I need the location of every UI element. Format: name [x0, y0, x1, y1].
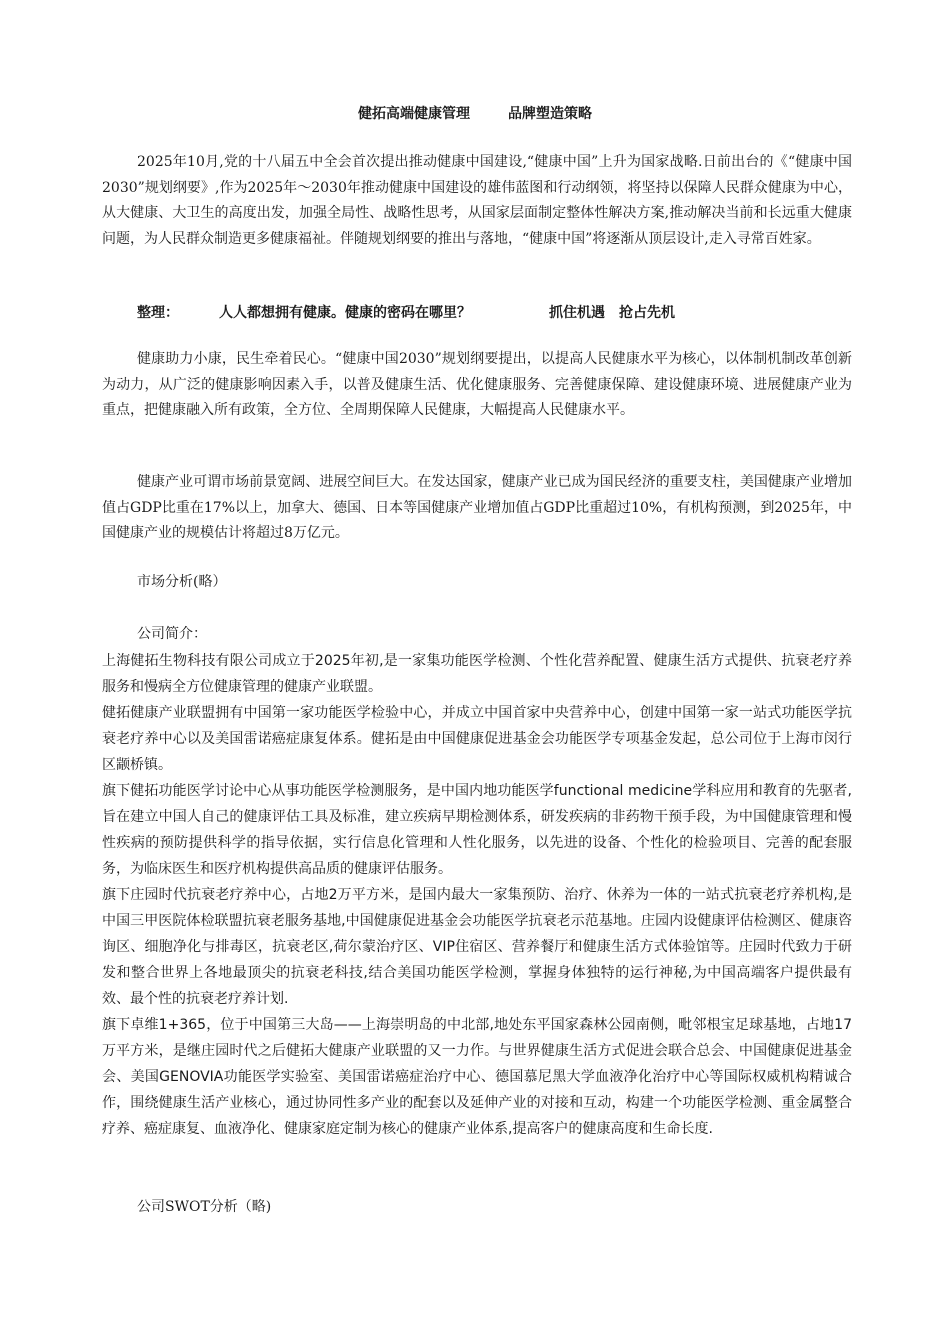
title-part-2: 品牌塑造策略 — [508, 106, 592, 122]
subhead-question: 人人都想拥有健康。健康的密码在哪里？ — [219, 305, 471, 321]
intro-paragraph-company: 上海健拓生物科技有限公司成立于2025年初,是一家集功能医学检测、个性化营养配置、健康生活方式提供、抗衰老疗养服务和慢病全方位健康管理的健康产业联盟。 — [102, 653, 852, 695]
paragraph-health-industry: 健康产业可谓市场前景宽阔、进展空间巨大。在发达国家，健康产业已成为国民经济的重要支柱，美国健康产业增加值占GDP比重在17%以上，加拿大、德国、日本等国健康产业增加值占GDP比重超过10%，有机构预测，到2025年，中国健康产业的规模估计将超过8万亿元。 — [102, 474, 852, 541]
title-part-1: 健拓高端健康管理 — [358, 106, 470, 122]
page-title — [0, 103, 950, 125]
subhead-slogan: 抓住机遇 抢占先机 — [549, 305, 675, 321]
section-subheading — [137, 302, 675, 324]
intro-paragraph-research-center: 旗下健拓功能医学讨论中心从事功能医学检测服务，是中国内地功能医学functional medicine学科应用和教育的先驱者,旨在建立中国人自己的健康评估工具及标准，建立疾病早期检测体系，研发疾病的非药物干预手段，为中国健康管理和慢性疾病的预防提供科学的指导依据，实行信息化管理和人性化服务，以先进的设备、个性化的检验项目、完善的配套服务，为临床医生和医疗机构提供高品质的健康评估服务。 — [102, 783, 852, 877]
intro-paragraph-block — [102, 150, 852, 252]
company-intro-body — [102, 648, 852, 1142]
paragraph-health-plan: 健康助力小康，民生牵着民心。“健康中国2030”规划纲要提出，以提高人民健康水平为核心，以体制机制改革创新为动力，从广泛的健康影响因素入手，以普及健康生活、优化健康服务、完善健康保障、建设健康环境、进展健康产业为重点，把健康融入所有政策，全方位、全周期保障人民健康，大幅提高人民健康水平。 — [102, 351, 852, 418]
intro-paragraph-manor-era: 旗下庄园时代抗衰老疗养中心，占地2万平方米，是国内最大一家集预防、治疗、休养为一体的一站式抗衰老疗养机构,是中国三甲医院体检联盟抗衰老服务基地,中国健康促进基金会功能医学抗衰老示范基地。庄园内设健康评估检测区、健康咨询区、细胞净化与排毒区，抗衰老区,荷尔蒙治疗区、VIP住宿区、营养餐厅和健康生活方式体验馆等。庄园时代致力于研发和整合世界上各地最顶尖的抗衰老科技,结合美国功能医学检测，掌握身体独特的运行神秘,为中国高端客户提供最有效、最个性的抗衰老疗养计划. — [102, 887, 852, 1007]
intro-paragraph-alliance: 健拓健康产业联盟拥有中国第一家功能医学检验中心，并成立中国首家中央营养中心，创建中国第一家一站式功能医学抗衰老疗养中心以及美国雷诺癌症康复体系。健拓是由中国健康促进基金会功能医学专项基金发起，总公司位于上海市闵行区颛桥镇。 — [102, 705, 852, 773]
paragraph-block-3 — [102, 470, 852, 547]
paragraph-healthy-china: 2025年10月,党的十八届五中全会首次提出推动健康中国建设,“健康中国”上升为国家战略.日前出台的《“健康中国2030”规划纲要》,作为2025年～2030年推动健康中国建设的雄伟蓝图和行动纲领，将坚持以保障人民群众健康为中心，从大健康、大卫生的高度出发，加强全局性、战略性思考，从国家层面制定整体性解决方案,推动解决当前和长远重大健康问题，为人民群众制造更多健康福祉。伴随规划纲要的推出与落地，“健康中国”将逐渐从顶层设计,走入寻常百姓家。 — [102, 154, 852, 247]
swot-analysis-label: 公司SWOT分析（略) — [137, 1199, 272, 1215]
paragraph-block-2 — [102, 347, 852, 424]
subhead-label: 整理： — [137, 305, 179, 321]
company-intro-label: 公司简介： — [137, 626, 207, 642]
intro-paragraph-zhuowei: 旗下卓维1+365，位于中国第三大岛——上海崇明岛的中北部,地处东平国家森林公园南侧，毗邻根宝足球基地，占地17万平方米，是继庄园时代之后健拓大健康产业联盟的又一力作。与世界健康生活方式促进会联合总会、中国健康促进基金会、美国GENOVIA功能医学实验室、美国雷诺癌症治疗中心、德国慕尼黑大学血液净化治疗中心等国际权威机构精诚合作，围绕健康生活产业核心，通过协同性多产业的配套以及延伸产业的对接和互动，构建一个功能医学检测、重金属整合疗养、癌症康复、血液净化、健康家庭定制为核心的健康产业体系,提高客户的健康高度和生命长度. — [102, 1017, 852, 1137]
market-analysis-label: 市场分析(略） — [137, 574, 227, 590]
